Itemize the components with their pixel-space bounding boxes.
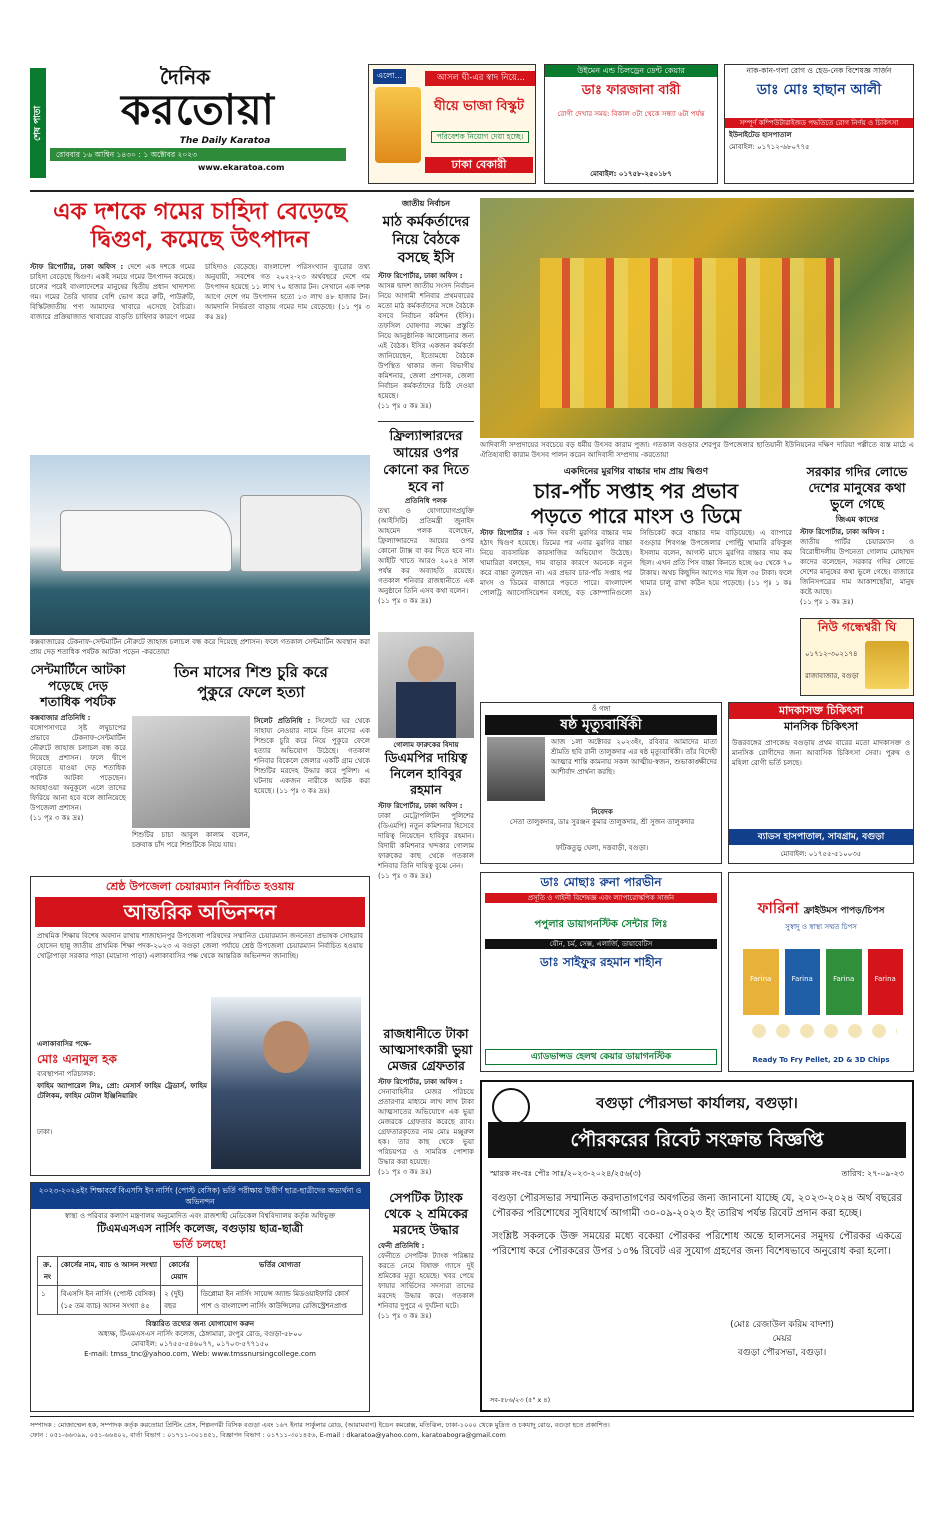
farina-pack-1: Farina xyxy=(743,949,779,1015)
ship-caption-credit: -করতোয়া xyxy=(141,648,170,656)
pourashava-org: বগুড়া পৌরসভা, বগুড়া। xyxy=(737,1348,827,1358)
stmartin-byline: কক্সবাজার প্রতিনিধি : xyxy=(30,714,91,722)
nursing-contact-title: বিস্তারিত তথ্যের জন্য যোগাযোগ করুন xyxy=(145,1320,255,1328)
labs-center-2: এ্যাডভান্সড হেলথ কেয়ার ডায়াগনস্টিক xyxy=(485,1049,717,1065)
ship-shape xyxy=(60,510,232,572)
lead-byline: স্টাফ রিপোর্টার, ঢাকা অফিস : xyxy=(30,263,124,271)
fake-major-byline: স্টাফ রিপোর্টার, ঢাকা অফিস : xyxy=(378,1078,463,1086)
congrats-top: শ্রেষ্ঠ উপজেলা চেয়ারম্যান নির্বাচিত হওয়ায় xyxy=(105,880,295,893)
stmartin-body: বঙ্গোপসাগরে সৃষ্ট লঘুচাপের প্রভাবে টেকনাফ-সেন্টমার্টিন নৌরুটে জাহাজ চলাচল বন্ধ করে দিয়েছে প্রশাসন। ফলে দ্বীপে বেড়াতে যাওয়া দেড় শতাধিক পর্যটক আটকা পড়েছেন। আবহাওয়া অনুকূলে এলে তাদের ফিরিয়ে আনা হবে বলে জানিয়েছে উপজেলা প্রশাসন। xyxy=(30,724,126,812)
anniv-address: ফটিকতুড়ু ঘেলা, দত্তবাড়ী, বগুড়া। xyxy=(555,844,649,852)
labs-doctor-2: ডাঃ সাইফুর রহমান শাহীন xyxy=(540,955,662,969)
pourashava-notice xyxy=(480,1080,914,1412)
labs-center: পপুলার ডায়াগনস্টিক সেন্টার লিঃ xyxy=(534,919,668,930)
main-photo-caption xyxy=(480,440,914,462)
dental-ad-doctor: ডাঃ ফারজানা বারী xyxy=(581,83,681,98)
gandheswari-address: রাজাবাজার, বগুড়া xyxy=(805,672,859,680)
dmp-uniform xyxy=(396,682,456,738)
ent-ad-doctor: ডাঃ মোঃ হাছান আলী xyxy=(756,82,882,98)
anniv-body: আজ ১লা অক্টোবর ২০২৩ইং, রবিবার আমাদের মাতা শ্রীমতি ছবি রানী তালুকদার এর ষষ্ঠ মৃত্যুবার্ষিকী। তাঁর বিদেহী আত্মার শান্তি কামনায় সকল আত্মীয়-স্বজন, শুভাকাঙ্ক্ষীদের আশীর্বাদ প্রার্থনা করছি। xyxy=(551,738,717,776)
stmartin-headline: সেন্টমার্টিনে আটকা পড়েছে দেড় শতাধিক পর্যটক xyxy=(30,662,126,709)
nursing-th-3: কোর্সের মেয়াদ xyxy=(161,1257,198,1286)
chips-image xyxy=(747,1019,897,1043)
govt-jump[interactable]: (১১ পৃঃ ১ কঃ দ্রঃ) xyxy=(800,598,854,606)
lead-headline-2: দ্বিগুণ, কমেছে উৎপাদন xyxy=(90,226,310,253)
dmp-byline: স্টাফ রিপোর্টার, ঢাকা অফিস : xyxy=(378,802,463,810)
ghee-jar-image xyxy=(865,641,909,689)
anniv-portrait xyxy=(487,737,545,801)
chairman-photo xyxy=(211,997,361,1169)
nursing-table xyxy=(37,1256,363,1315)
septic-byline: ফেনী প্রতিনিধি : xyxy=(378,1242,425,1250)
nursing-email[interactable]: E-mail: tmss_tnc@yahoo.com, Web: www.tmssnursingcollege.com xyxy=(84,1350,316,1358)
pourashava-title: পৌরকরের রিবেট সংক্রান্ত বিজ্ঞপ্তি xyxy=(488,1122,906,1158)
masthead-rule xyxy=(30,190,914,192)
pourashava-office: বগুড়া পৌরসভা কার্যালয়, বগুড়া। xyxy=(596,1094,798,1112)
nursing-admission: ভর্তি চলছে! xyxy=(173,1238,227,1251)
nursing-phone: মোবাইল: ০১৭৫৫-৫৪৬০৭৭, ০১৭০৩-৫৭৭১৫০ xyxy=(131,1340,269,1348)
dmp-photo-caption: গোলাম ফারুকের বিদায় xyxy=(393,741,459,749)
labs-line-1: প্রসূতি ও গাইনী বিশেষজ্ঞ এবং ল্যাপারোস্কপিক সার্জন xyxy=(485,893,717,903)
nursing-td-2: বিএসসি ইন নার্সিং (পোস্ট বেসিক) (১৫ তম ব্যাচ) আসন সংখ্যা ৪৫ xyxy=(57,1286,160,1315)
side-label-bar xyxy=(30,68,46,178)
poultry-jump[interactable]: (১১ পৃঃ ১ কঃ দ্রঃ) xyxy=(640,579,792,597)
congrats-title: আন্তরিক অভিনন্দন xyxy=(35,897,365,927)
nursing-top: ২০২৩-২০২৪ইং শিক্ষাবর্ষে বিএসসি ইন নার্সিং (পোস্ট বেসিক) ভর্তি পরীক্ষায় উত্তীর্ণ ছাত্র-ছাত্রীদের অভ্যর্থনা ও অভিনন্দন xyxy=(31,1183,369,1209)
lead-headline xyxy=(30,198,370,254)
footer-line-1: সম্পাদক : মোজাম্মেল হক, সম্পাদক কর্তৃক করতোয়া প্রিন্টিং প্রেস, শিল্পনগরী বিসিক বগুড়া এবং ১৬৭ ইনার সার্কুলার রোড, (আরামবাগ) ইডেন কমপ্লেক্স, মতিঝিল, ঢাকা-১০০০ থেকে মুদ্রিত ও চকযাদু রোড, বগুড়া হতে প্রকাশিত। xyxy=(30,1421,610,1429)
labs-banner: যৌন, চর্ম, সেক্স, এলার্জি, ডায়াবেটিস xyxy=(485,939,717,949)
masthead-date: রোববার ১৬ আশ্বিন ১৪৩০ : ১ অক্টোবর ২০২৩ xyxy=(50,148,346,161)
child-byline: সিলেট প্রতিনিধি : xyxy=(254,717,311,725)
pourashava-para-2: সংশ্লিষ্ট সকলকে উক্ত সময়ের মধ্যে বকেয়া পৌরকর পরিশোধ অন্তে হালসনের সমুদয় পৌরকর একত্রে পরিশোধ করে পৌরকরের উপর ১০% রিবেট এর সুযোগ গ্রহণের জন্য বিশেষভাবে অনুরোধ করা হলো। xyxy=(492,1231,902,1257)
pourashava-date: তারিখ: ২৭-০৯-২৩ xyxy=(841,1169,904,1178)
masthead-website[interactable]: www.ekaratoa.com xyxy=(198,163,285,172)
dental-ad xyxy=(544,64,718,184)
septic-body: ফেনীতে সেপটিক ট্যাংক পরিষ্কার করতে নেমে বিষাক্ত গ্যাসে দুই শ্রমিকের মৃত্যু হয়েছে। খবর পেয়ে ফায়ার সার্ভিসের সদস্যরা তাদের মরদেহ উদ্ধার করে। গতকাল শনিবার দুপুরে এ দুর্ঘটনা ঘটে। xyxy=(378,1252,474,1310)
fake-major-jump[interactable]: (১১ পৃঃ ৩ কঃ দ্রঃ) xyxy=(378,1168,432,1176)
main-photo-caption-text: আদিবাসী সম্প্রদায়ের সবচেয়ে বড় ধর্মীয় উৎসব কারাম পুজা। গতকাল বগুড়ার শেরপুর উপজেলার ছাতিয়ানী ইউনিয়নের দক্ষিণ দারিয়া পল্লীতে ব্যস্ত মাঠে এ ঐতিহ্যবাহী কারাম উৎসব পালন করেন আদিবাসী সম্প্রদায় xyxy=(480,441,914,459)
fake-major-body: সেনাবাহিনীর মেজর পরিচয়ে প্রতারণার মাধ্যমে লাখ লাখ টাকা আত্মসাতের অভিযোগে এক ভুয়া মেজরকে গ্রেফতার করেছে র‍্যাব। গ্রেফতারকৃতের নাম মোঃ মঞ্জুরুল হক। তার কাছ থেকে ভুয়া পরিচয়পত্র ও সামরিক পোশাক উদ্ধার করা হয়েছে। xyxy=(378,1088,474,1166)
election-column xyxy=(378,198,474,626)
poultry-headline-block xyxy=(480,464,792,528)
death-anniversary-ad xyxy=(480,702,722,864)
dmp-column xyxy=(378,740,474,1020)
govt-byline: স্টাফ রিপোর্টার, ঢাকা অফিস : xyxy=(800,528,885,536)
freelancer-byline: প্রতিনিধি পলক xyxy=(405,497,447,505)
pourashava-memo-row xyxy=(482,1158,912,1181)
dmp-face xyxy=(408,646,444,682)
ghee-ad-product: ঘীয়ে ভাজা বিস্কুট xyxy=(434,99,524,114)
anniv-title: ষষ্ঠ মৃত্যুবার্ষিকী xyxy=(485,715,717,735)
ghee-ad-kicker: এলো... xyxy=(373,69,406,84)
ghee-biscuit-ad xyxy=(368,64,536,184)
ent-ad-title: নাক-কান-গলা রোগ ও হেড-নেক বিশেষজ্ঞ সার্জন xyxy=(746,66,892,75)
side-label: শেষ পাতা xyxy=(33,105,43,141)
nursing-td-3: ২ (দুই) বছর xyxy=(161,1286,198,1315)
pourashava-designation: মেয়র xyxy=(772,1334,792,1344)
poultry-body xyxy=(480,528,792,660)
gandheswari-brand: নিউ গন্ধেশ্বরী ঘি xyxy=(817,620,897,634)
poultry-byline: স্টাফ রিপোর্টার : xyxy=(480,529,530,537)
lead-headline-1: এক দশকে গমের চাহিদা বেড়েছে xyxy=(53,198,347,225)
congratulations-ad xyxy=(30,876,370,1176)
congrats-from: এলাকাবাসির পক্ষে- xyxy=(37,1040,92,1048)
nursing-td-4: ডিপ্লোমা ইন নার্সিং সায়েন্স অ্যান্ড মিডওয়াইফারি কোর্স পাশ ও বাংলাদেশ নার্সিং কাউন্সিলের রেজিস্ট্রেশনপ্রাপ্ত xyxy=(197,1286,362,1315)
dmp-headline: ডিএমপির দায়িত্ব নিলেন হাবিবুর রহমান xyxy=(384,750,468,797)
dental-ad-hours: রোগী দেখার সময়: বিকাল ৩টা থেকে সন্ধ্যা ৬টা পর্যন্ত xyxy=(557,110,705,118)
anniv-names: সেতা তালুকদার, ডাঃ সুরঞ্জন কুমার তালুকদার, শ্রী সুজন তালুকদার xyxy=(509,818,695,826)
nursing-th-2: কোর্সের নাম, ব্যাচ ও আসন সংখ্যা xyxy=(57,1257,160,1286)
congrats-role: ব্যবস্থাপনা পরিচালক: xyxy=(37,1070,96,1078)
lead-text: দেশে এক দশকে গমের চাহিদা বেড়েছে দ্বিগুণ। একই সময়ে গমের উৎপাদন কমেছে। চালের পরেই বাংলাদেশের মানুষের দ্বিতীয় প্রধান খাদ্যশস্য গম। গমের তৈরি খাবার বেশি ভোগ করে রুটি, পাউরুটি, বিস্কিটজাতীয় পণ্য আমাদের খাবারে এসেছে বৈচিত্র্য। বাজারে প্রক্রিয়াজাত খাবারের বাড়তি চাহিদার কারণে গমের চাহিদাও বেড়েছে। বাংলাদেশ পরিসংখ্যান ব্যুরোর তথ্য অনুযায়ী, সবশেষ গত ২০২২-২৩ অর্থবছরে দেশে গম উৎপাদন হয়েছে ১১ লাখ ৭০ হাজার টন। সেখানে এক দশক আগে দেশে গম উৎপাদন হতো ১৩ লাখ ৪৮ হাজার টন। আমদানি নির্ভরতা বাড়ায় গমের দাম বেড়েছে। xyxy=(30,263,370,321)
farina-pack-3: Farina xyxy=(826,949,862,1015)
farina-brand: ফারিনা xyxy=(757,899,799,917)
nursing-table-header xyxy=(38,1257,363,1286)
govt-column xyxy=(800,464,914,614)
congrats-firms: ফাহিম অ্যাপারেল লিঃ, প্রো: মেসার্স ফাহিম ট্রেডার্স, ফাহিম টেলিকম, ফাহিম মেটাল ইঞ্জিনিয়ারিং xyxy=(37,1082,207,1100)
labs-doctor-1: ডাঃ মোছাঃ রুনা পারভীন xyxy=(540,875,662,889)
dancers-shape xyxy=(540,258,840,408)
chairman-face xyxy=(263,1021,309,1073)
gandheswari-phone: ০১৭১২-৩০২১৭৪ xyxy=(805,650,858,658)
masthead xyxy=(50,66,346,178)
ent-ad xyxy=(724,64,914,184)
footer xyxy=(30,1420,914,1446)
masthead-title: করতোয়া xyxy=(121,85,275,134)
septic-jump[interactable]: (১১ পৃঃ ৩ কঃ দ্রঃ) xyxy=(378,1312,432,1320)
freelancer-jump[interactable]: (১১ পৃঃ ৩ কঃ দ্রঃ) xyxy=(378,597,432,605)
freelancer-headline: ফ্রিল্যান্সারদের আয়ের ওপর কোনো কর দিতে হবে না xyxy=(378,421,474,496)
rehab-body: উত্তরবঙ্গের প্রাণকেন্দ্র বগুড়ায় প্রথম বারের মতো মাদকাসক্ত ও মানসিক রোগীদের জন্য আবাসিক চিকিৎসা সেবা। পুরুষ ও মহিলা রোগী ভর্তি চলছে। xyxy=(732,739,910,767)
dmp-body: ঢাকা মেট্রোপলিটন পুলিশের (ডিএমপি) নতুন কমিশনার হিসেবে দায়িত্ব নিয়েছেন হাবিবুর রহমান। বিদায়ী কমিশনার খন্দকার গোলাম ফারুকের কাছ থেকে গতকাল শনিবার তিনি দায়িত্ব বুঝে নেন। xyxy=(378,812,474,870)
farina-ad xyxy=(728,872,914,1072)
dmp-photo xyxy=(378,632,474,738)
anniv-kicker: ওঁ গঙ্গা xyxy=(591,705,611,713)
biscuit-pack-image xyxy=(375,87,421,163)
nursing-th-1: ক্র. নং xyxy=(38,1257,58,1286)
ship-caption-text: কক্সবাজারের টেকনাফ-সেন্টমার্টিন নৌরুটে জাহাজ চলাচল বন্ধ করে দিয়েছে প্রশাসন। ফলে গতকাল সেন্টমার্টিন অবস্থান করা প্রায় দেড় শতাধিক পর্যটক আটকা পড়েন xyxy=(30,638,370,656)
election-kicker: জাতীয় নির্বাচন xyxy=(401,199,451,208)
footer-line-2: ফোন : ০৫১-৬৬৩৯৯, ০৫১-৬৬৪০২, বার্তা বিভাগ : ০১৭১১-৩০১৪৫১, বিজ্ঞাপন বিভাগ : ০১৭১১-৩০১৪৫৬, E-mail : dkaratoa@yahoo.com, karatoabogra@gmail.com xyxy=(30,1431,506,1439)
pourashava-para-1: বগুড়া পৌরসভার সম্মানিত করদাতাগণের অবগতির জন্য জানানো যাচ্ছে যে, ২০২৩-২০২৪ অর্থ বছরের পৌরকর পরিশোধের সুবিধার্থে আগামী ৩০-০৯-২০২৩ ইং তারিখ পর্যন্ত রিবেট প্রদান করা হচ্ছে। xyxy=(492,1193,902,1219)
ghee-ad-dealer: পরিবেশক নিয়োগ দেয়া হচ্ছে। xyxy=(431,131,529,143)
govt-body: জাতীয় পার্টির চেয়ারম্যান ও বিরোধীদলীয় উপনেতা গোলাম মোহাম্মদ কাদের বলেছেন, সরকার গদির লোভে দেশের মানুষের কথা ভুলে গেছে। বাজারে জিনিসপত্রের দাম আকাশছোঁয়া, মানুষ কষ্টে আছে। xyxy=(800,538,914,596)
ghee-ad-brand: ঢাকা বেকারী xyxy=(425,157,533,173)
child-body xyxy=(254,716,370,870)
ent-ad-line: সম্পূর্ণ কম্পিউটারাইজড পদ্ধতিতে রোগ নির্ণয় ও চিকিৎসা xyxy=(725,118,913,128)
govt-speaker: জিএম কাদের xyxy=(835,515,879,524)
nursing-td-1: ১ xyxy=(38,1286,58,1315)
dmp-jump[interactable]: (১১ পৃঃ ৩ কঃ দ্রঃ) xyxy=(378,872,432,880)
farina-pack-2: Farina xyxy=(785,949,821,1015)
lead-body xyxy=(30,262,370,452)
farina-packs xyxy=(743,949,903,1015)
farina-product: ফ্রাইউমস পাপড়/চিপস xyxy=(803,906,885,916)
freelancer-body: তথ্য ও যোগাযোগপ্রযুক্তি (আইসিটি) প্রতিমন্ত্রী জুনাইদ আহমেদ পলক বলেছেন, ফ্রিল্যান্সারদের আয়ের ওপর কোনো ট্যাক্স বা কর দিতে হবে না। আইটি খাতে আরও ২০২৪ সাল পর্যন্ত কর অব্যাহতি রয়েছে। গতকাল শনিবার রাজধানীতে এক অনুষ্ঠানে তিনি এসব কথা বলেন। xyxy=(378,507,474,595)
main-photo-credit: -করতোয়া xyxy=(640,451,669,459)
pourashava-ad-no: সব-৫৮৬/২৩ (৫" x ৪) xyxy=(490,1396,551,1404)
ent-ad-phone: মোবাইল: ০১৭১২-৬৮০৭৭৫ xyxy=(729,143,810,151)
election-jump[interactable]: (১১ পৃঃ ৫ কঃ দ্রঃ) xyxy=(378,402,432,410)
septic-headline: সেপটিক ট্যাংক থেকে ২ শ্রমিকের মরদেহ উদ্ধার xyxy=(383,1190,468,1237)
rehab-phone: মোবাইল: ০১৭৫৫-৫১০০৩৫ xyxy=(780,850,862,858)
poultry-text-2: এ ব্যাপারে বগুড়ার শিবগঞ্জ উপজেলার পোল্ট্রি খামারি রফিকুল ইসলাম বলেন, আগস্ট মাসে মুরগির বাচ্চার দাম কম ছিল। এখন প্রতি পিস বাচ্চা কিনতে হচ্ছে ৬৫ থেকে ৭০ টাকায়। অথচ কিছুদিন আগেও দাম ছিল ৩৫ টাকা। ফলে খামার চালু রাখা কঠিন হয়ে পড়েছে। xyxy=(640,529,792,587)
pourashava-logo xyxy=(492,1088,530,1126)
rehab-title-2: মানসিক চিকিৎসা xyxy=(783,720,859,733)
farina-pack-4: Farina xyxy=(868,949,904,1015)
ghee-ad-line2: আসল ঘী-এর স্বাদ নিয়ে... xyxy=(425,71,536,86)
masthead-title-top: দৈনিক xyxy=(159,66,211,89)
congrats-city: ঢাকা। xyxy=(37,1128,53,1136)
table-row xyxy=(38,1286,363,1315)
poultry-text: এক দিন বয়সী মুরগির বাচ্চার দাম হঠাৎ দ্বিগুণ হয়েছে। ডিমের পর এবার মুরগির বাচ্চা নিয়ে ব্যবসায়িক কারসাজির অভিযোগ উঠেছে। খামারিরা বলছেন, দাম বাড়ার কারণে অনেকে নতুন করে বাচ্চা তুলছেন না। এর প্রভাব চার-পাঁচ সপ্তাহ পর মাংস ও ডিমের বাজারে পড়তে পারে। বাংলাদেশ পোলট্রি অ্যাসোসিয়েশন বলছে, বড় কোম্পানিগুলো সিন্ডিকেট করে বাচ্চার দাম বাড়িয়েছে। xyxy=(480,529,755,597)
rehab-center: ব্যাডস হাসপাতাল, সাবগ্রাম, বগুড়া xyxy=(729,829,913,845)
nursing-college: টিএমএসএস নার্সিং কলেজ, বগুড়ায় ছাত্র-ছাত্রী xyxy=(96,1222,304,1235)
congrats-name: মোঃ এনামুল হক xyxy=(37,1052,117,1066)
child-jump[interactable]: (১১ পৃঃ ৩ কঃ দ্রঃ) xyxy=(276,787,330,795)
pourashava-signature-block xyxy=(682,1318,882,1360)
poultry-headline-2: পড়তে পারে মাংস ও ডিমে xyxy=(530,504,742,528)
child-photo-caption: শিশুটির চাচা আবুল কালাম বলেন, চক্রবাক চাঁদ পরে শিশুটিকে নিয়ে যায়। xyxy=(132,831,250,849)
election-body: আসন্ন দ্বাদশ জাতীয় সংসদ নির্বাচন নিয়ে আগামী শনিবার প্রথমবারের মতো মাঠ কর্মকর্তাদের সঙ্গে বৈঠকে বসবে নির্বাচন কমিশন (ইসি)। তফসিল ঘোষণার লক্ষ্যে প্রস্তুতি নিয়ে আনুষ্ঠানিক আলোচনার জন্য এই বৈঠক। ইসির একজন কর্মকর্তা জানিয়েছেন, ইতোমধ্যে বৈঠকে উপস্থিত থাকার জন্য বিভাগীয় কমিশনার, জেলা প্রশাসক, জেলা নির্বাচন কর্মকর্তাদের চিঠি দেওয়া হয়েছে। xyxy=(378,282,474,400)
anniv-submitted-by: নিবেদক xyxy=(591,808,613,816)
nursing-th-4: ভর্তির যোগ্যতা xyxy=(197,1257,362,1286)
poultry-headline-1: চার-পাঁচ সপ্তাহ পর প্রভাব xyxy=(533,479,739,503)
stmartin-jump[interactable]: (১১ পৃঃ ৩ কঃ দ্রঃ) xyxy=(30,814,84,822)
ship-photo xyxy=(30,455,370,635)
pourashava-memo: স্মারক নং-বঃ পৌঃ সাঃ/২০২৩-২০২৪/২৫৬(৩) xyxy=(490,1169,642,1178)
child-text: সিলেটে ঘর থেকে সাহায্য নেওয়ার নামে তিন মাসের এক শিশুকে চুরি করে নিয়ে পুকুরে ফেলে হত্যার অভিযোগ উঠেছে। গতকাল শনিবার বিকেলে জেলার একটি গ্রাম থেকে শিশুটির মরদেহ উদ্ধার করে পুলিশ। এ ঘটনায় একজন নারীকে আটক করা হয়েছে। xyxy=(254,717,370,795)
labs-ad xyxy=(480,872,722,1072)
dental-ad-title: উইমেন এন্ড চিলড্রেন ডেন্ট কেয়ার xyxy=(545,65,717,77)
rehab-title-1: মাদকাসক্ত চিকিৎসা xyxy=(729,703,913,719)
child-photo xyxy=(132,716,250,828)
masthead-title-en: The Daily Karatoa xyxy=(179,136,271,146)
pourashava-signatory: (মোঃ রেজাউল করিম বাদশা) xyxy=(730,1320,834,1330)
poultry-kicker: একদিনের মুরগির বাচ্চার দাম প্রায় দ্বিগুণ xyxy=(563,467,709,477)
stmartin-column xyxy=(30,662,126,862)
karam-festival-photo xyxy=(480,198,914,438)
ent-ad-hospital: ইউনাইটেড হাসপাতাল xyxy=(729,131,792,139)
child-headline-1: তিন মাসের শিশু চুরি করে xyxy=(174,663,328,681)
footer-rule xyxy=(30,1416,914,1417)
farina-brand-line xyxy=(729,897,913,922)
child-headline-2: পুকুরে ফেলে হত্যা xyxy=(197,683,305,701)
child-headline-block xyxy=(132,662,370,712)
lead-jump[interactable]: (১১ পৃঃ ৩ কঃ দ্রঃ) xyxy=(205,303,370,321)
election-byline: স্টাফ রিপোর্টার, ঢাকা অফিস : xyxy=(378,272,463,280)
farina-tagline: সুস্বাদু ও স্বাস্থ্য সম্মত চিপস xyxy=(785,923,857,931)
ship-caption xyxy=(30,637,370,659)
septic-column xyxy=(378,1190,474,1410)
farina-en-tag: Ready To Fry Pellet, 2D & 3D Chips xyxy=(752,1056,890,1064)
nursing-college-ad xyxy=(30,1182,370,1412)
congrats-body: প্রাথমিক শিক্ষায় বিশেষ অবদান রাখায় শাজাহানপুর উপজেলা পরিষদের সম্মানিত চেয়ারম্যান জননেতা প্রভাষক সোহরাব হোসেন ছান্নু জাতীয় প্রাথমিক শিক্ষা পদক-২০২৩ এ বগুড়া জেলা পর্যায়ে শ্রেষ্ঠ উপজেলা চেয়ারম্যান নির্বাচিত হওয়ায় খোট্টাপাড়া সরকার পাড়া (মাদ্রাসা পাড়া) এলাকাবাসির পক্ষ থেকে আন্তরিক অভিনন্দন জানাচ্ছি। xyxy=(37,932,363,960)
fake-major-headline: রাজধানীতে টাকা আত্মসাৎকারী ভুয়া মেজর গ্রেফতার xyxy=(379,1026,473,1073)
dental-ad-phone: মোবাইল: ০১৭৫৮-২৫০১৮৭ xyxy=(590,170,672,178)
fake-major-column xyxy=(378,1026,474,1186)
nursing-sub: স্বাস্থ্য ও পরিবার কল্যাণ মন্ত্রণালয় অনুমোদিত এবং রাজশাহী মেডিকেল বিশ্ববিদ্যালয় কর্তৃক অধিভুক্ত xyxy=(64,1212,336,1220)
govt-headline: সরকার গদির লোভে দেশের মানুষের কথা ভুলে গেছে xyxy=(806,464,908,511)
rehab-ad xyxy=(728,702,914,864)
ship-shape-2 xyxy=(240,495,362,572)
nursing-contact: অধ্যক্ষ, টিএমএসএস নার্সিং কলেজ, ঠেঙ্গামারা, রংপুর রোড, বগুড়া-৫৮০০ xyxy=(97,1330,303,1338)
gandheswari-ghee-ad xyxy=(800,618,914,696)
election-headline: মাঠ কর্মকর্তাদের নিয়ে বৈঠকে বসছে ইসি xyxy=(382,214,470,266)
